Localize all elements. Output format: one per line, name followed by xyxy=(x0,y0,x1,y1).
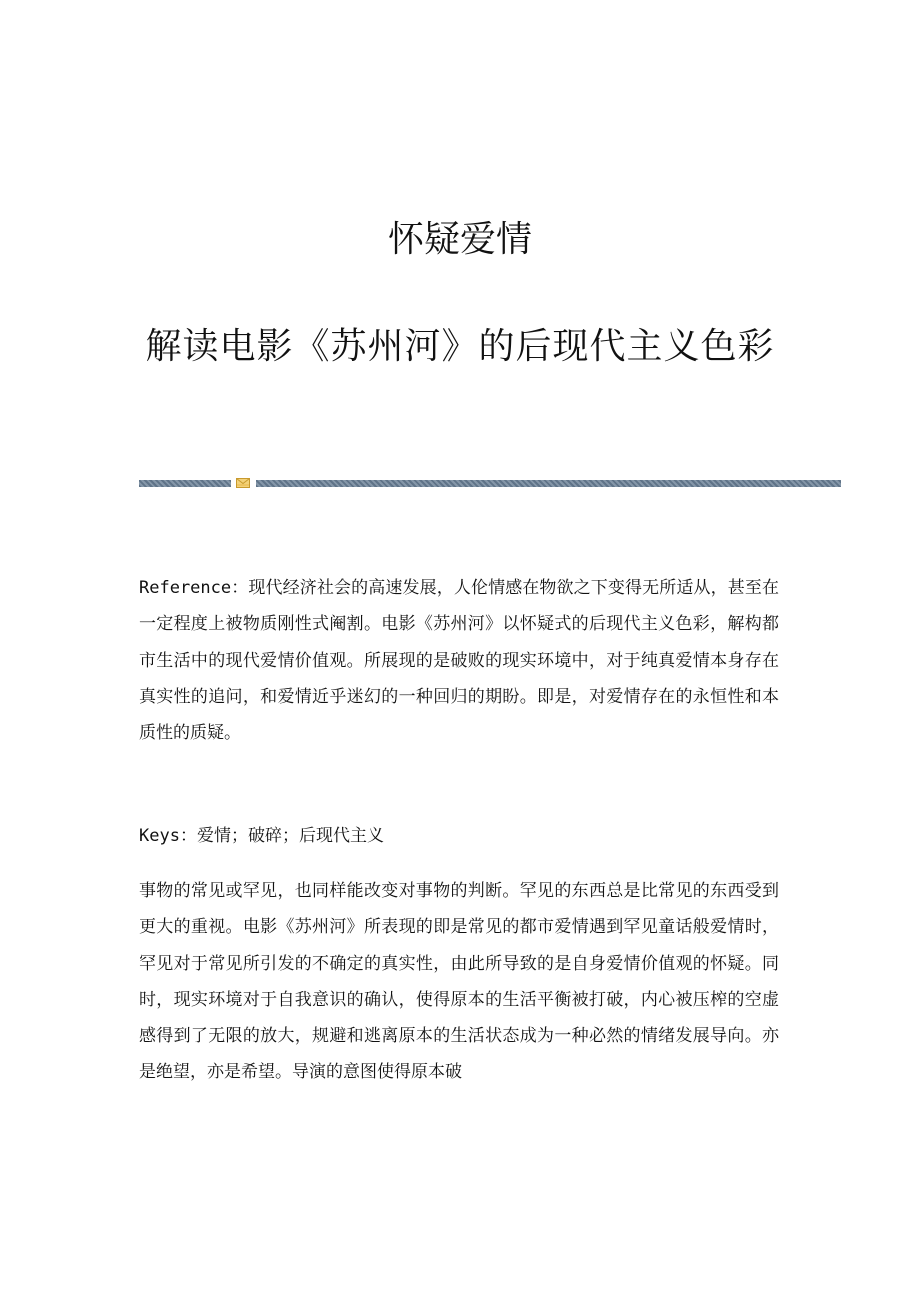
divider-bar-right xyxy=(256,480,841,487)
keywords-paragraph xyxy=(139,818,779,854)
keywords-label: Keys xyxy=(139,826,180,846)
abstract-separator: ： xyxy=(231,578,249,598)
abstract-label: Reference xyxy=(139,578,232,598)
body-paragraph: 事物的常见或罕见，也同样能改变对事物的判断。罕见的东西总是比常见的东西受到更大的重视。电影《苏州河》所表现的即是常见的都市爱情遇到罕见童话般爱情时，罕见对于常见所引发的不确定的真实性，由此所导致的是自身爱情价值观的怀疑。同时，现实环境对于自我意识的确认，使得原本的生活平衡被打破，内心被压榨的空虚感得到了无限的放大，规避和逃离原本的生活状态成为一种必然的情绪发展导向。亦是绝望，亦是希望。导演的意图使得原本破 xyxy=(139,881,779,1083)
abstract-paragraph xyxy=(139,570,779,751)
document-title: 怀疑爱情 xyxy=(387,219,532,260)
document-subtitle: 解读电影《苏州河》的后现代主义色彩 xyxy=(145,326,775,367)
keywords-separator: ： xyxy=(179,826,197,846)
envelope-icon xyxy=(236,478,250,488)
keywords-text: 爱情；破碎；后现代主义 xyxy=(196,826,384,846)
abstract-text: 现代经济社会的高速发展，人伦情感在物欲之下变得无所适从，甚至在一定程度上被物质刚性式阉割。电影《苏州河》以怀疑式的后现代主义色彩，解构都市生活中的现代爱情价值观。所展现的是破败的现实环境中，对于纯真爱情本身存在真实性的追问，和爱情近乎迷幻的一种回归的期盼。即是，对爱情存在的永恒性和本质性的质疑。 xyxy=(139,578,780,744)
divider-bar-left xyxy=(139,480,231,487)
section-divider xyxy=(139,478,841,488)
